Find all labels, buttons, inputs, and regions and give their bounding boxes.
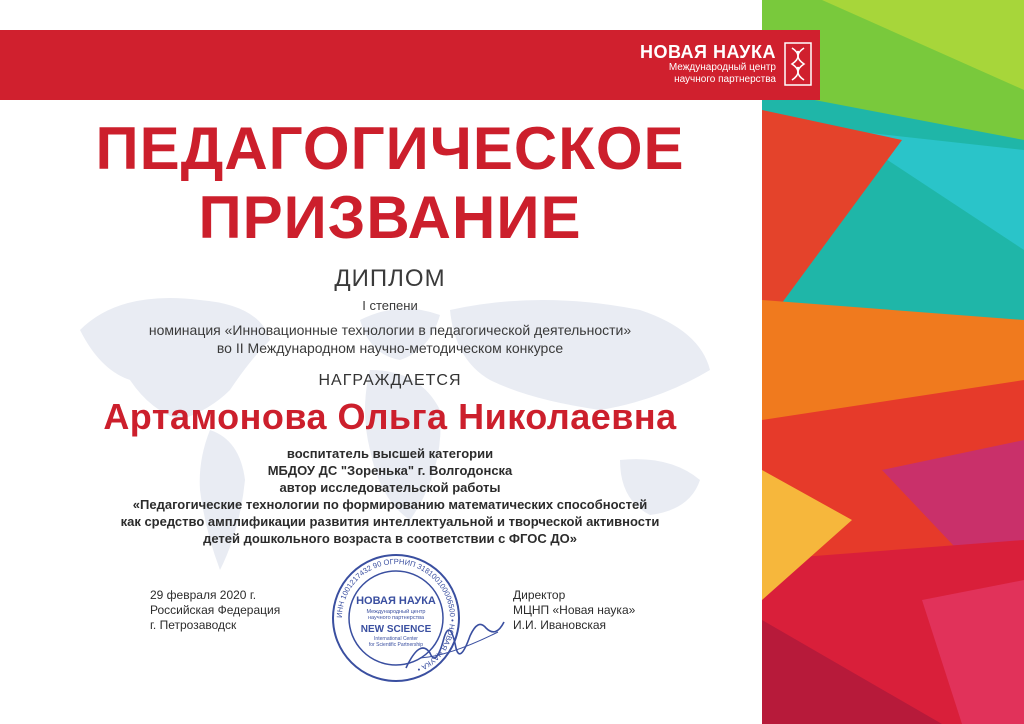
brand-subtitle-line1: Международный центр <box>668 62 776 73</box>
svg-text:научного партнерства: научного партнерства <box>367 615 425 621</box>
nomination-line1: номинация «Инновационные технологии в педагогической деятельности» <box>148 322 632 338</box>
issue-city: г. Петрозаводск <box>150 618 237 632</box>
issue-info <box>150 588 280 633</box>
position-line3: автор исследовательской работы <box>279 480 501 495</box>
diploma-degree: I степени <box>362 298 418 313</box>
work-title-line3: детей дошкольного возраста в соответствии с ФГОС ДО» <box>203 531 577 546</box>
director-org: МЦНП «Новая наука» <box>513 603 636 617</box>
title-line2: ПРИЗВАНИЕ <box>198 184 582 251</box>
diploma-label: ДИПЛОМ <box>334 265 446 292</box>
brand-block <box>640 42 776 86</box>
svg-text:International Center: International Center <box>374 636 418 642</box>
director-title: Директор <box>513 588 566 602</box>
director-name: И.И. Ивановская <box>513 618 607 632</box>
issue-date: 29 февраля 2020 г. <box>150 588 257 602</box>
issue-country: Российская Федерация <box>150 603 281 617</box>
dna-helix-logo-icon <box>784 42 812 86</box>
work-title-line1: «Педагогические технологии по формированию математических способностей <box>132 497 648 512</box>
svg-text:НОВАЯ НАУКА: НОВАЯ НАУКА <box>356 595 436 607</box>
work-title-line2: как средство амплификации развития интеллектуальной и творческой активности <box>120 514 660 529</box>
svg-text:Международный центр: Международный центр <box>366 609 426 615</box>
position-line1: воспитатель высшей категории <box>286 446 494 461</box>
brand-name: НОВАЯ НАУКА <box>639 42 776 62</box>
svg-text:ИНН 1001217432 90 ОГРНИП 31810: ИНН 1001217432 90 ОГРНИП 318100100006500 • НОВАЯ НАУКА • <box>334 556 458 675</box>
svg-text:for Scientific Partnership: for Scientific Partnership <box>368 642 424 648</box>
nomination-line2: во II Международном научно-методическом конкурсе <box>216 340 564 356</box>
brand-subtitle-line2: научного партнерства <box>674 74 776 85</box>
director-info <box>513 588 635 633</box>
title-line1: ПЕДАГОГИЧЕСКОЕ <box>95 115 685 182</box>
decorative-geometric-art <box>762 0 1024 724</box>
position-line2: МБДОУ ДС "Зоренька" г. Волгодонска <box>267 463 513 478</box>
awarded-label: НАГРАЖДАЕТСЯ <box>318 372 462 389</box>
director-signature <box>400 598 510 678</box>
header-bar <box>0 30 820 100</box>
svg-text:NEW SCIENCE: NEW SCIENCE <box>360 624 432 635</box>
recipient-name: Артамонова Ольга Николаевна <box>103 396 677 437</box>
